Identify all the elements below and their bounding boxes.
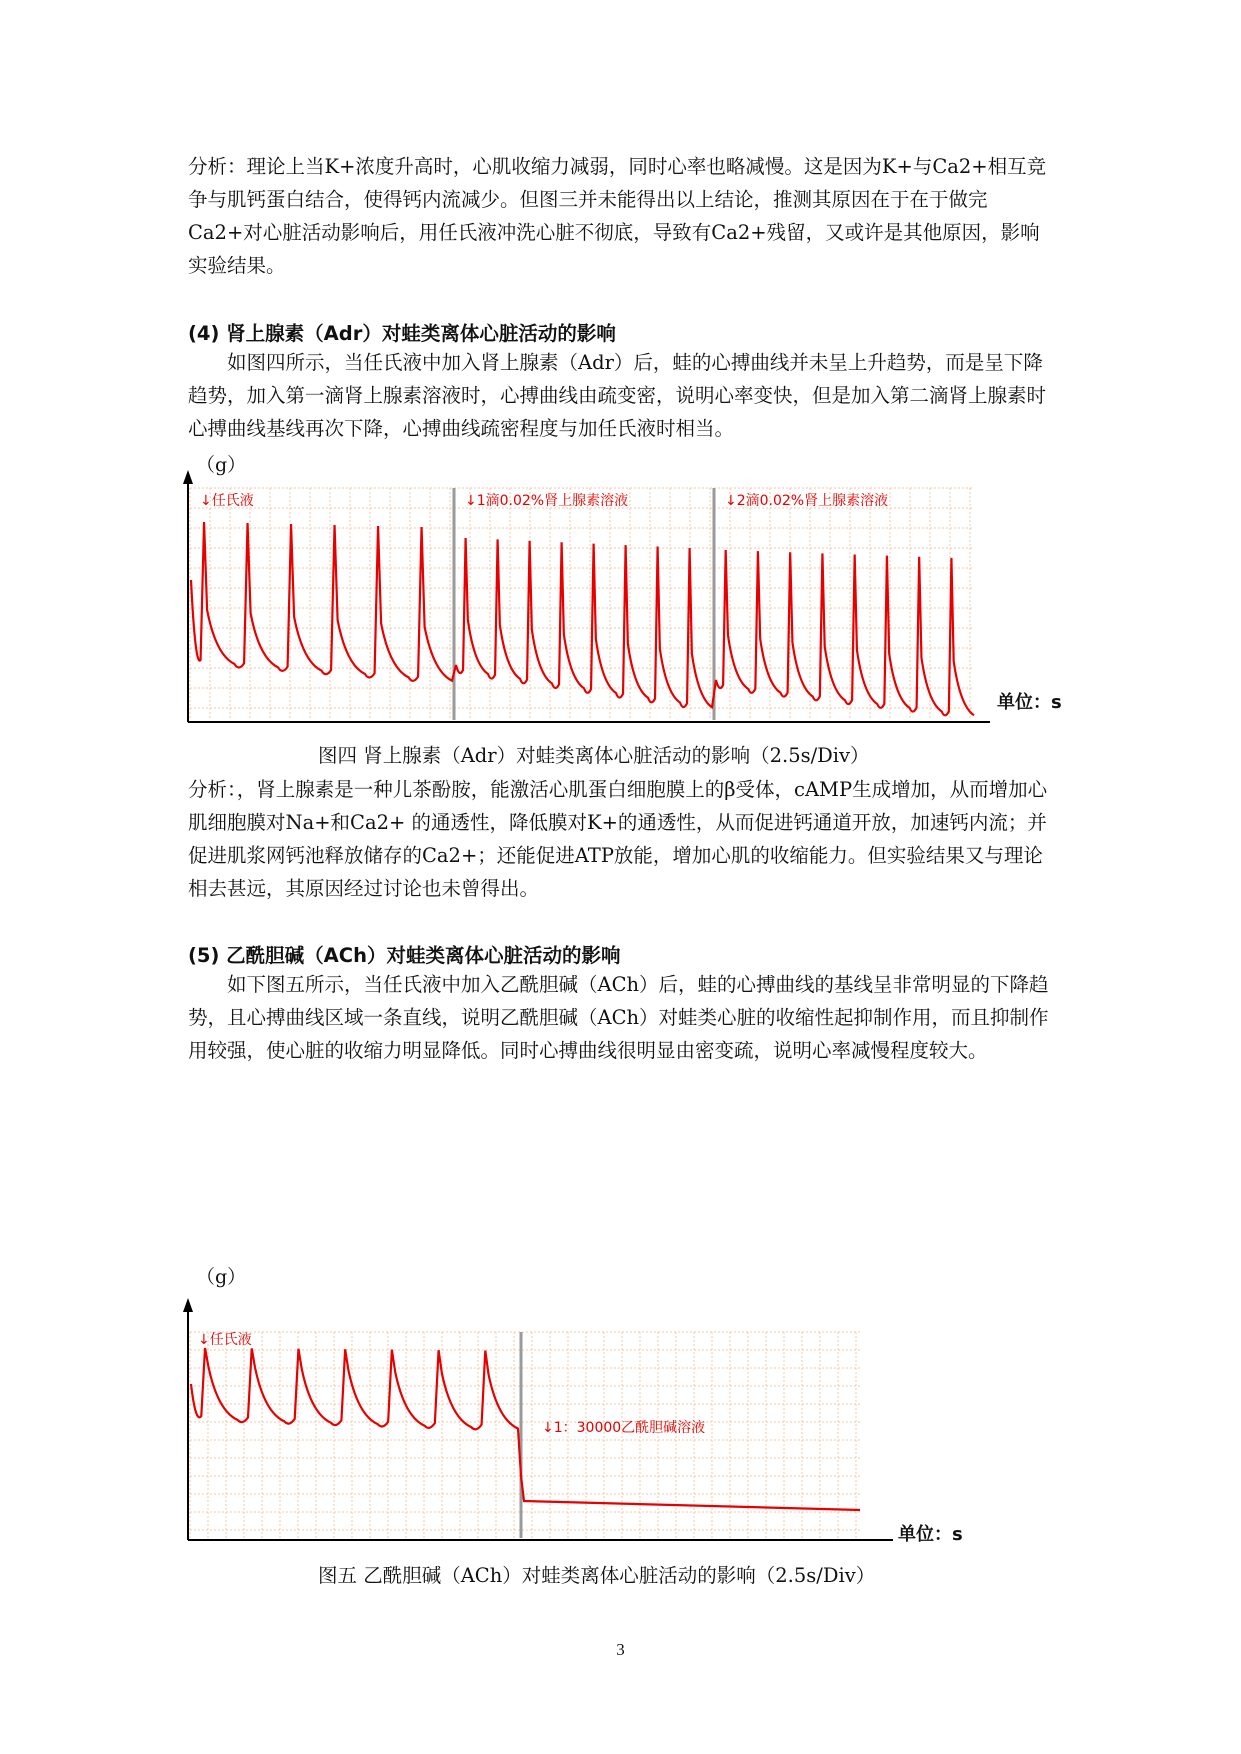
fig4-marker-ringer: ↓任氏液 xyxy=(200,493,254,509)
figure-5-chart xyxy=(0,1276,1241,1546)
fig5-x-unit-label: 单位：s xyxy=(898,1524,963,1545)
fig4-x-unit-label: 单位：s xyxy=(997,692,1062,713)
fig5-heartbeat-trace xyxy=(191,1348,860,1510)
fig5-caption: 图五 乙酰胆碱（ACh）对蛙类离体心脏活动的影响（2.5s/Div） xyxy=(318,1564,876,1587)
fig4-marker-adr-2drop: ↓2滴0.02%肾上腺素溶液 xyxy=(725,493,889,509)
page-number: 3 xyxy=(616,1640,625,1659)
fig4-marker-adr-1drop: ↓1滴0.02%肾上腺素溶液 xyxy=(465,493,629,509)
fig4-heartbeat-trace xyxy=(191,522,974,715)
fig5-y-axis-arrow xyxy=(183,1298,193,1312)
fig5-y-axis-label: （g） xyxy=(196,1266,247,1288)
result-paragraph-ach: 如下图五所示，当任氏液中加入乙酰胆碱（ACh）后，蛙的心搏曲线的基线呈非常明显的下降趋势，且心搏曲线区域一条直线，说明乙酰胆碱（ACh）对蛙类心脏的收缩性起抑制作用，而且抑制作用较强，使心脏的收缩力明显降低。同时心搏曲线很明显由密变疏，说明心率减慢程度较大。 xyxy=(188,973,1049,1062)
fig4-caption: 图四 肾上腺素（Adr）对蛙类离体心脏活动的影响（2.5s/Div） xyxy=(318,744,870,767)
result-paragraph-adr: 如图四所示，当任氏液中加入肾上腺素（Adr）后，蛙的心搏曲线并未呈上升趋势，而是呈下降趋势，加入第一滴肾上腺素溶液时，心搏曲线由疏变密，说明心率变快，但是加入第二滴肾上腺素时心搏曲线基线再次下降，心搏曲线疏密程度与加任氏液时相当。 xyxy=(188,351,1047,440)
section-heading-ach: (5) 乙酰胆碱（ACh）对蛙类离体心脏活动的影响 xyxy=(188,944,621,967)
fig5-marker-ringer: ↓任氏液 xyxy=(198,1332,252,1348)
section-heading-adr: (4) 肾上腺素（Adr）对蛙类离体心脏活动的影响 xyxy=(188,322,616,345)
fig4-y-axis-arrow xyxy=(183,470,193,484)
fig4-y-axis-label: （g） xyxy=(196,454,247,476)
fig5-marker-ach: ↓1：30000乙酰胆碱溶液 xyxy=(542,1420,706,1436)
analysis-paragraph-k: 分析：理论上当K+浓度升高时，心肌收缩力减弱，同时心率也略减慢。这是因为K+与Ca2+相互竞争与肌钙蛋白结合，使得钙内流减少。但图三并未能得出以上结论，推测其原因在于在于做完Ca2+对心脏活动影响后，用任氏液冲洗心脏不彻底，导致有Ca2+残留，又或许是其他原因，影响实验结果。 xyxy=(188,155,1047,277)
figure-4-chart xyxy=(0,460,1241,760)
analysis-paragraph-adr: 分析：，肾上腺素是一种儿茶酚胺，能激活心肌蛋白细胞膜上的β受体，cAMP生成增加，从而增加心肌细胞膜对Na+和Ca2+ 的通透性，降低膜对K+的通透性，从而促进钙通道开放，加速钙内流；并促进肌浆网钙池释放储存的Ca2+；还能促进ATP放能，增加心肌的收缩能力。但实验结果又与理论相去甚远，其原因经过讨论也未曾得出。 xyxy=(188,778,1048,900)
